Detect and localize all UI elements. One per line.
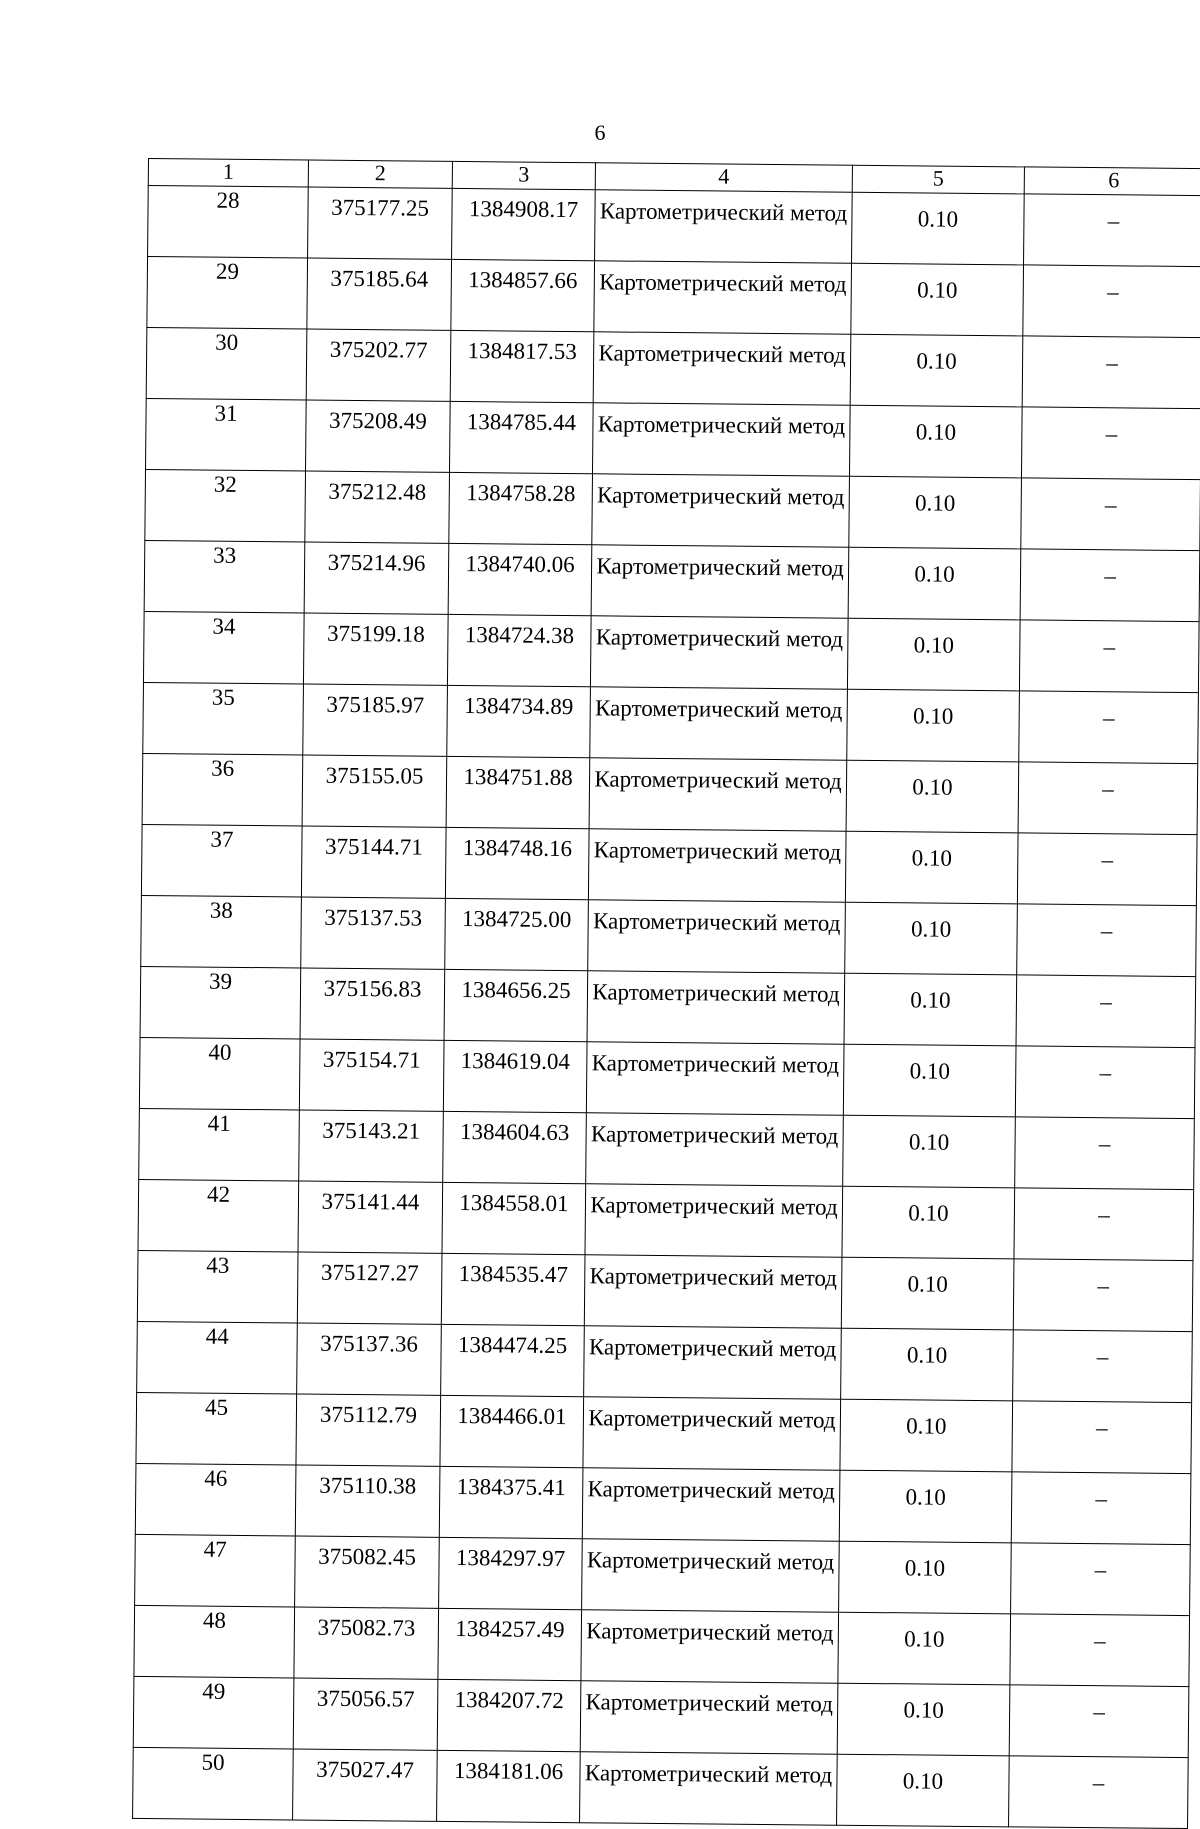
method-cell: Картометрический метод (584, 1326, 842, 1399)
method-cell: Картометрический метод (582, 1539, 840, 1612)
coordinate-x-cell: 375027.47 (293, 1749, 438, 1821)
point-number-cell: 33 (144, 540, 305, 613)
coordinate-x-cell: 375156.83 (300, 968, 445, 1040)
table-row (146, 327, 1200, 408)
coordinate-y-cell: 1384817.53 (450, 330, 594, 402)
table-row (137, 1250, 1193, 1331)
coordinate-x-cell: 375185.64 (307, 258, 452, 330)
accuracy-cell: 0.10 (847, 618, 1020, 691)
method-cell: Картометрический метод (590, 687, 848, 760)
accuracy-cell: 0.10 (840, 1399, 1013, 1472)
accuracy-cell: 0.10 (849, 476, 1022, 549)
coordinate-y-cell: 1384619.04 (443, 1040, 587, 1112)
accuracy-cell: 0.10 (844, 973, 1017, 1046)
accuracy-cell: 0.10 (839, 1541, 1012, 1614)
coordinate-y-cell: 1384724.38 (447, 614, 591, 686)
method-cell: Картометрический метод (592, 403, 850, 476)
note-cell: – (1009, 1756, 1189, 1829)
accuracy-cell: 0.10 (843, 1115, 1016, 1188)
method-cell: Картометрический метод (589, 758, 847, 831)
coordinate-y-cell: 1384535.47 (441, 1253, 585, 1325)
coordinate-y-cell: 1384375.41 (439, 1466, 583, 1538)
coordinate-y-cell: 1384908.17 (452, 188, 596, 260)
point-number-cell: 35 (143, 682, 304, 755)
table-row (143, 611, 1199, 692)
note-cell: – (1024, 194, 1200, 267)
note-cell: – (1021, 478, 1200, 551)
header-cell-2: 2 (308, 160, 452, 188)
accuracy-cell: 0.10 (846, 760, 1019, 833)
coordinate-y-cell: 1384297.97 (439, 1537, 583, 1609)
header-cell-4: 4 (595, 163, 852, 192)
method-cell: Картометрический метод (595, 190, 853, 263)
coordinate-x-cell: 375199.18 (303, 613, 448, 685)
point-number-cell: 46 (135, 1463, 296, 1536)
method-cell: Картометрический метод (588, 829, 846, 902)
accuracy-cell: 0.10 (847, 689, 1020, 762)
point-number-cell: 37 (141, 824, 302, 897)
table-row (140, 966, 1196, 1047)
note-cell: – (1011, 1472, 1191, 1545)
point-number-cell: 42 (138, 1179, 299, 1252)
accuracy-cell: 0.10 (837, 1754, 1010, 1827)
method-cell: Картометрический метод (580, 1752, 838, 1825)
note-cell: – (1017, 833, 1197, 906)
note-cell: – (1014, 1188, 1194, 1261)
coordinate-x-cell: 375177.25 (308, 187, 453, 259)
coordinate-x-cell: 375212.48 (305, 471, 450, 543)
coordinate-y-cell: 1384604.63 (443, 1111, 587, 1183)
note-cell: – (1020, 549, 1200, 622)
accuracy-cell: 0.10 (852, 192, 1025, 265)
note-cell: – (1015, 1046, 1195, 1119)
coordinate-y-cell: 1384656.25 (444, 969, 588, 1041)
method-cell: Картометрический метод (583, 1397, 841, 1470)
table-row (137, 1321, 1193, 1402)
note-cell: – (1022, 336, 1200, 409)
note-cell: – (1013, 1330, 1193, 1403)
coordinate-x-cell: 375137.53 (301, 897, 446, 969)
table-row (141, 824, 1197, 905)
table-row (145, 469, 1200, 550)
table-row (134, 1605, 1190, 1686)
coordinate-x-cell: 375143.21 (299, 1110, 444, 1182)
coordinate-x-cell: 375144.71 (301, 826, 446, 898)
coordinate-y-cell: 1384785.44 (449, 401, 593, 473)
table-row (135, 1463, 1191, 1544)
coordinates-table-wrapper (132, 158, 1200, 1829)
table-row (142, 753, 1198, 834)
accuracy-cell: 0.10 (850, 334, 1023, 407)
note-cell: – (1021, 407, 1200, 480)
method-cell: Картометрический метод (586, 1113, 844, 1186)
coordinate-x-cell: 375141.44 (298, 1181, 443, 1253)
coordinate-x-cell: 375127.27 (297, 1252, 442, 1324)
accuracy-cell: 0.10 (842, 1186, 1015, 1259)
coordinate-y-cell: 1384725.00 (445, 898, 589, 970)
method-cell: Картометрический метод (585, 1184, 843, 1257)
point-number-cell: 50 (133, 1747, 294, 1820)
accuracy-cell: 0.10 (841, 1328, 1014, 1401)
coordinate-x-cell: 375082.73 (294, 1607, 439, 1679)
method-cell: Картометрический метод (582, 1468, 840, 1541)
note-cell: – (1017, 904, 1197, 977)
accuracy-cell: 0.10 (838, 1612, 1011, 1685)
point-number-cell: 49 (133, 1676, 294, 1749)
accuracy-cell: 0.10 (851, 263, 1024, 336)
header-cell-1: 1 (148, 159, 308, 188)
point-number-cell: 31 (146, 398, 307, 471)
note-cell: – (1023, 265, 1200, 338)
accuracy-cell: 0.10 (845, 831, 1018, 904)
header-cell-3: 3 (452, 161, 595, 189)
accuracy-cell: 0.10 (843, 1044, 1016, 1117)
coordinate-x-cell: 375110.38 (295, 1465, 440, 1537)
table-row (141, 895, 1197, 976)
point-number-cell: 38 (141, 895, 302, 968)
coordinate-y-cell: 1384748.16 (445, 827, 589, 899)
table-row (139, 1108, 1195, 1189)
point-number-cell: 43 (137, 1250, 298, 1323)
point-number-cell: 34 (143, 611, 304, 684)
accuracy-cell: 0.10 (849, 405, 1022, 478)
point-number-cell: 48 (134, 1605, 295, 1678)
table-row (135, 1534, 1191, 1615)
table-row (144, 540, 1200, 621)
coordinate-y-cell: 1384734.89 (447, 685, 591, 757)
method-cell: Картометрический метод (588, 900, 846, 973)
note-cell: – (1019, 620, 1199, 693)
point-number-cell: 29 (147, 257, 308, 330)
table-body (133, 186, 1200, 1829)
coordinate-x-cell: 375214.96 (304, 542, 449, 614)
note-cell: – (1013, 1259, 1193, 1332)
accuracy-cell: 0.10 (848, 547, 1021, 620)
table-row (148, 186, 1200, 267)
point-number-cell: 36 (142, 753, 303, 826)
note-cell: – (1011, 1543, 1191, 1616)
note-cell: – (1015, 1117, 1195, 1190)
accuracy-cell: 0.10 (839, 1470, 1012, 1543)
note-cell: – (1012, 1401, 1192, 1474)
coordinate-x-cell: 375056.57 (293, 1678, 438, 1750)
coordinate-y-cell: 1384758.28 (449, 472, 593, 544)
method-cell: Картометрический метод (593, 332, 851, 405)
header-cell-6: 6 (1024, 167, 1200, 196)
table-row (146, 398, 1200, 479)
method-cell: Картометрический метод (581, 1610, 839, 1683)
table-row (143, 682, 1199, 763)
point-number-cell: 28 (148, 186, 309, 259)
method-cell: Картометрический метод (592, 474, 850, 547)
point-number-cell: 40 (139, 1037, 300, 1110)
note-cell: – (1018, 762, 1198, 835)
coordinates-table (132, 158, 1200, 1829)
page-number: 6 (594, 120, 606, 145)
coordinate-x-cell: 375202.77 (306, 329, 451, 401)
coordinate-y-cell: 1384181.06 (437, 1750, 581, 1822)
method-cell: Картометрический метод (586, 1042, 844, 1115)
coordinate-y-cell: 1384474.25 (441, 1324, 585, 1396)
coordinate-y-cell: 1384466.01 (440, 1395, 584, 1467)
header-cell-5: 5 (852, 165, 1024, 194)
table-row (138, 1179, 1194, 1260)
method-cell: Картометрический метод (594, 261, 852, 334)
coordinate-x-cell: 375137.36 (297, 1323, 442, 1395)
note-cell: – (1010, 1614, 1190, 1687)
accuracy-cell: 0.10 (841, 1257, 1014, 1330)
method-cell: Картометрический метод (580, 1681, 838, 1754)
coordinate-y-cell: 1384207.72 (437, 1679, 581, 1751)
point-number-cell: 39 (140, 966, 301, 1039)
coordinate-x-cell: 375112.79 (296, 1394, 441, 1466)
table-row (136, 1392, 1192, 1473)
coordinate-x-cell: 375155.05 (302, 755, 447, 827)
coordinate-y-cell: 1384751.88 (446, 756, 590, 828)
coordinate-x-cell: 375154.71 (299, 1039, 444, 1111)
coordinate-y-cell: 1384558.01 (442, 1182, 586, 1254)
accuracy-cell: 0.10 (837, 1683, 1010, 1756)
method-cell: Картометрический метод (584, 1255, 842, 1328)
table-row (139, 1037, 1195, 1118)
point-number-cell: 44 (137, 1321, 298, 1394)
table-row (133, 1747, 1189, 1828)
coordinate-x-cell: 375208.49 (306, 400, 451, 472)
coordinate-y-cell: 1384740.06 (448, 543, 592, 615)
coordinate-x-cell: 375185.97 (303, 684, 448, 756)
point-number-cell: 32 (145, 469, 306, 542)
method-cell: Картометрический метод (591, 545, 849, 618)
note-cell: – (1009, 1685, 1189, 1758)
table-row (133, 1676, 1189, 1757)
method-cell: Картометрический метод (587, 971, 845, 1044)
point-number-cell: 45 (136, 1392, 297, 1465)
coordinate-y-cell: 1384857.66 (451, 259, 595, 331)
method-cell: Картометрический метод (590, 616, 848, 689)
point-number-cell: 30 (146, 327, 307, 400)
note-cell: – (1016, 975, 1196, 1048)
accuracy-cell: 0.10 (845, 902, 1018, 975)
point-number-cell: 47 (135, 1534, 296, 1607)
table-row (147, 257, 1200, 338)
coordinate-y-cell: 1384257.49 (438, 1608, 582, 1680)
coordinate-x-cell: 375082.45 (295, 1536, 440, 1608)
note-cell: – (1019, 691, 1199, 764)
point-number-cell: 41 (139, 1108, 300, 1181)
